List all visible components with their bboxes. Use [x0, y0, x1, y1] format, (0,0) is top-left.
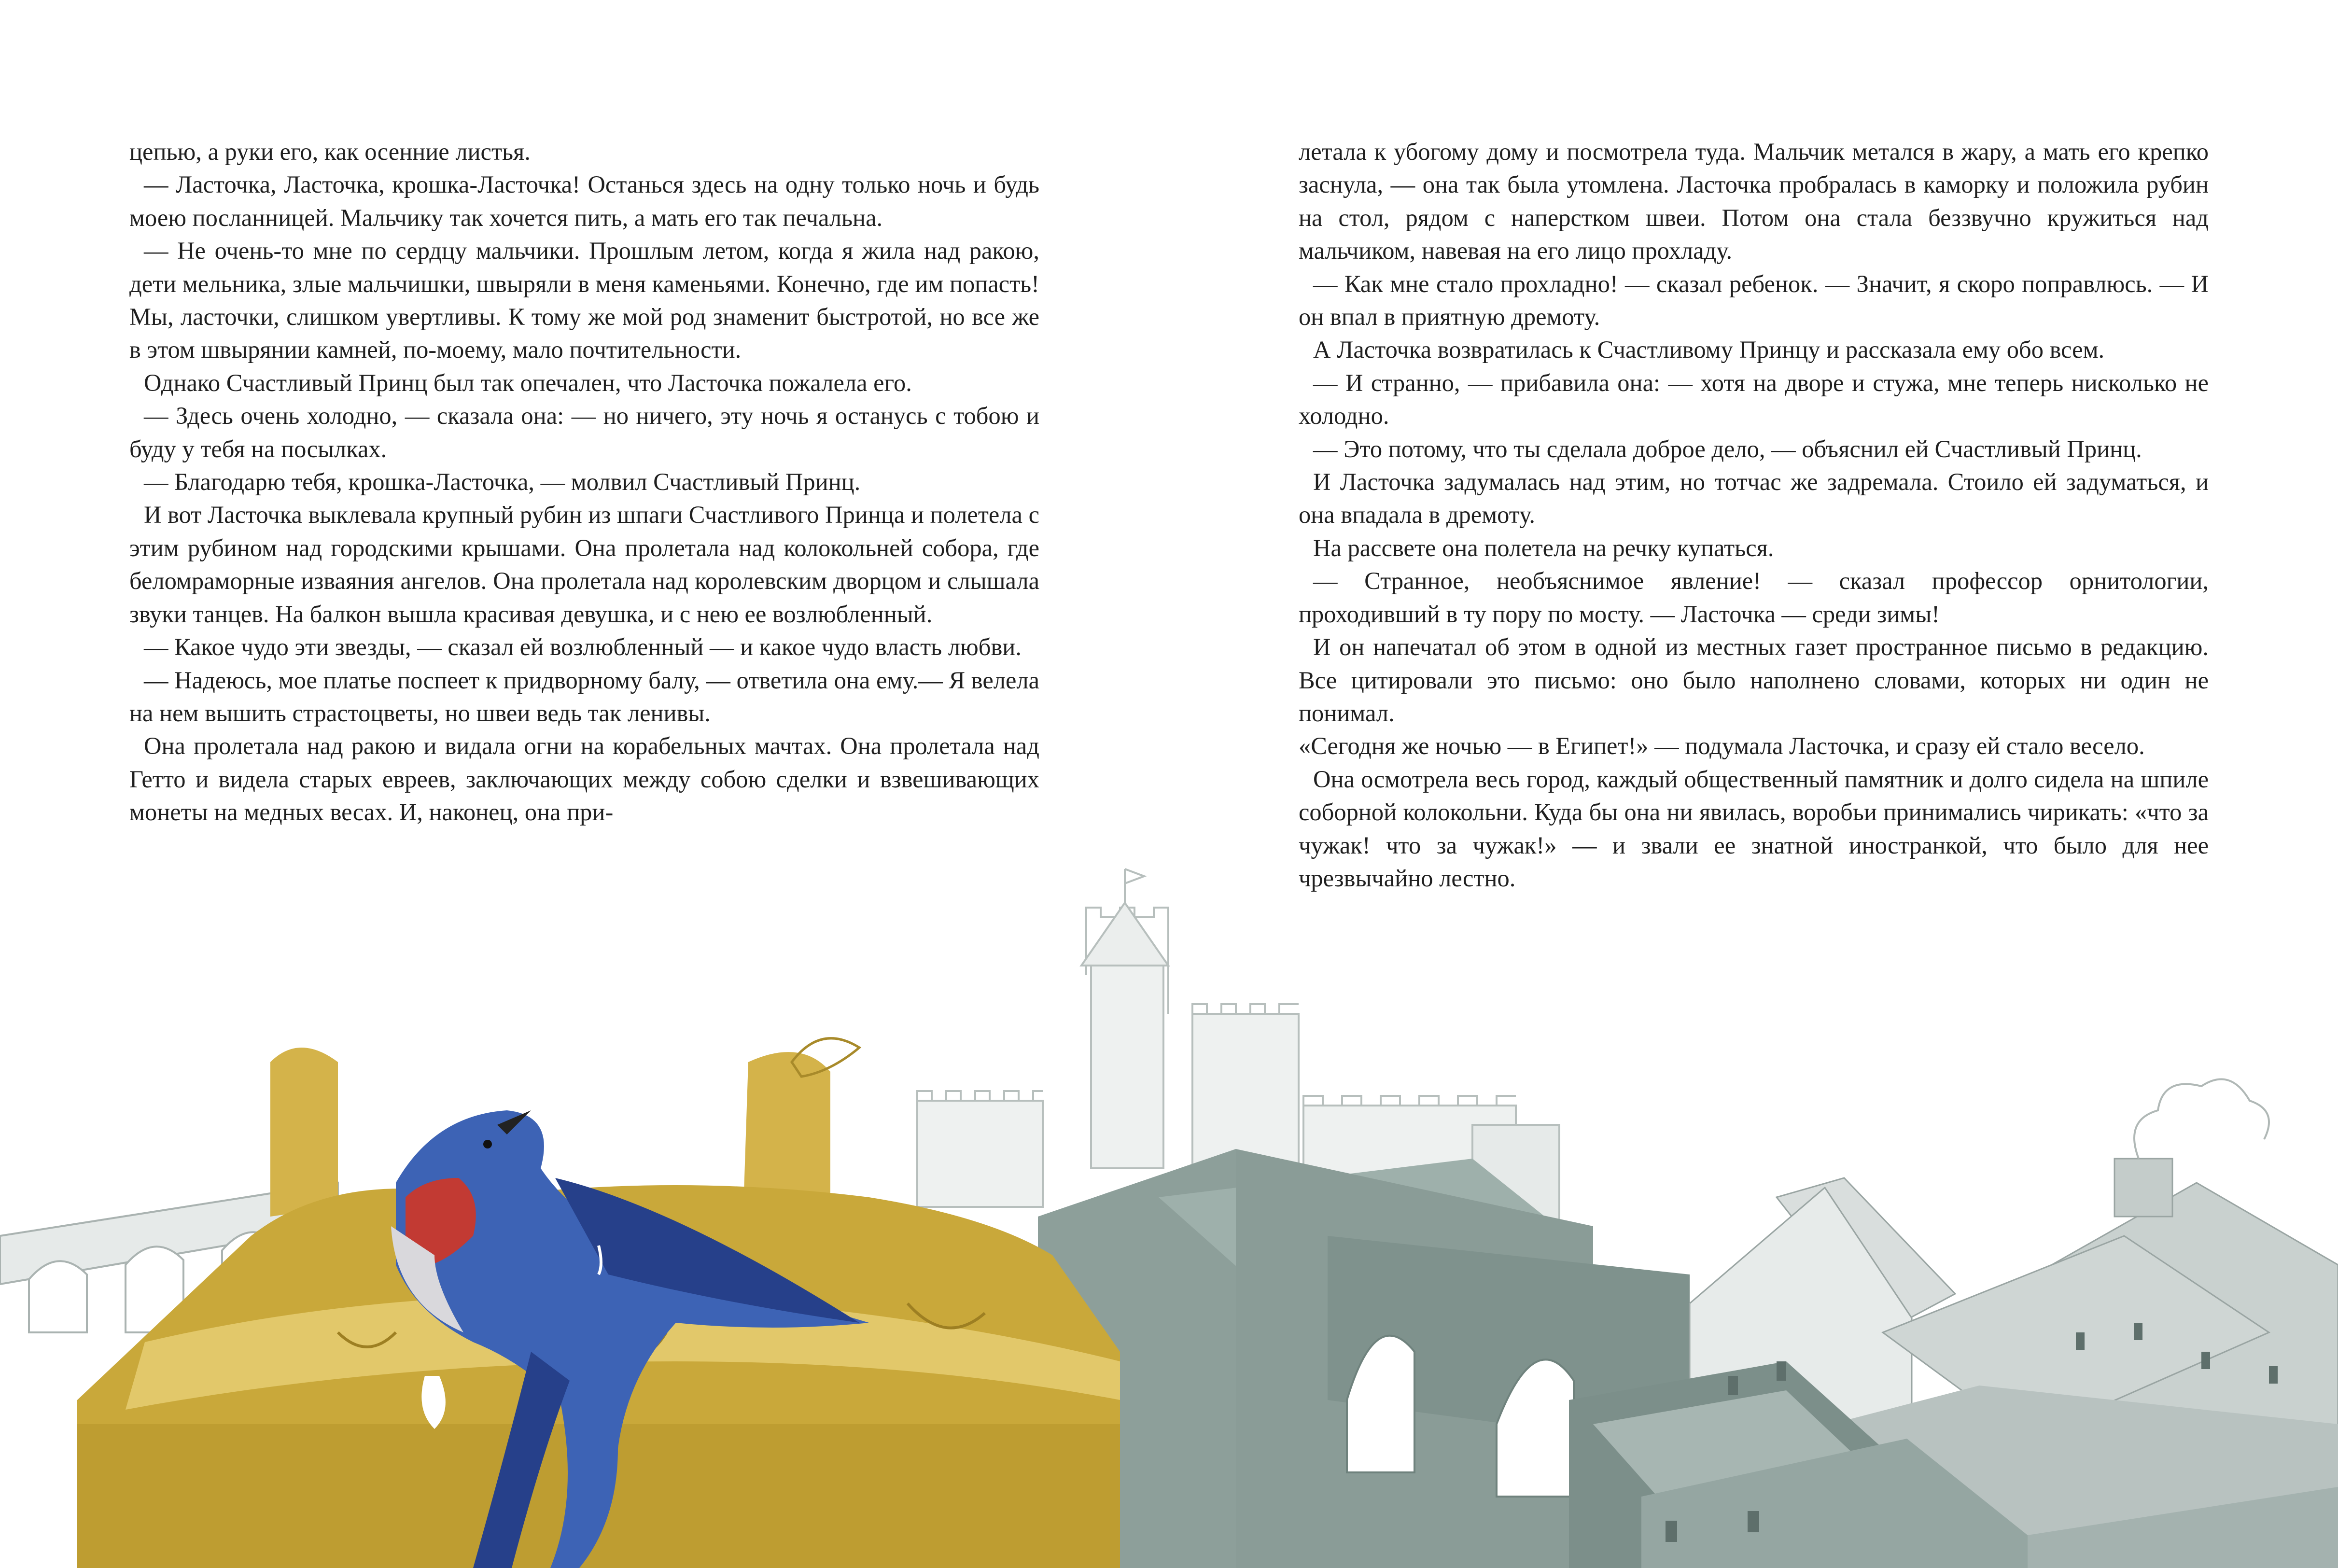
paragraph: — Как мне стало прохладно! — сказал ребенок. — Значит, я скоро поправлюсь. — И он впал в приятную дремоту. — [1299, 270, 2209, 331]
paragraph: А Ласточка возвратилась к Счастливому Принцу и рассказала ему обо всем. — [1313, 336, 2105, 364]
paragraph: — Здесь очень холодно, — сказала она: — но ничего, эту ночь я останусь с тобою и буду у тебя на посылках. — [129, 402, 1039, 462]
paragraph: — Это потому, что ты сделала доброе дело, — объяснил ей Счастливый Принц. — [1313, 435, 2142, 462]
paragraph: — Странное, необъяснимое явление! — сказал профессор орнитологии, проходивший в ту пору по мосту. — Ласточка — среди зимы! — [1299, 567, 2209, 628]
paragraph: «Сегодня же ночью — в Египет!» — подумала Ласточка, и сразу ей стало весело. — [1299, 732, 2145, 760]
paragraph: цепью, а руки его, как осенние листья. — [129, 138, 531, 165]
paragraph: — И странно, — прибавила она: — хотя на дворе и стужа, мне теперь нисколько не холодно. — [1299, 369, 2209, 430]
paragraph: — Какое чудо эти звезды, — сказал ей возлюбленный — и какое чудо власть любви. — [144, 633, 1022, 661]
paragraph: — Не очень-то мне по сердцу мальчики. Прошлым летом, когда я жила над ракою, дети мельника, злые мальчишки, швыряли в меня каменьями. Конечно, где им попасть! Мы, ласточки, слишком увертливы. К тому же мой род знаменит быстротой, но все же в этом швырянии камней, по-моему, мало почтительности. — [129, 237, 1039, 364]
paragraph: И вот Ласточка выклевала крупный рубин из шпаги Счастливого Принца и полетела с этим рубином над городскими крышами. Она пролетала над колокольней собора, где беломраморные изваяния ангелов. Она пролетала над королевским дворцом и слышала звуки танцев. На балкон вышла красивая девушка, и с нею ее возлюбленный. — [129, 501, 1039, 628]
paragraph: — Благодарю тебя, крошка-Ласточка, — молвил Счастливый Принц. — [144, 468, 861, 496]
paragraph: Она пролетала над ракою и видала огни на корабельных мачтах. Она пролетала над Гетто и видела старых евреев, заключающих между собою сделки и взвешивающих монеты на медных весах. И, наконец, она при- — [129, 732, 1039, 826]
right-page — [1169, 0, 2338, 1568]
paragraph: На рассвете она полетела на речку купаться. — [1313, 534, 1774, 561]
left-text-column — [129, 135, 1039, 829]
paragraph: Она осмотрела весь город, каждый общественный памятник и долго сидела на шпиле соборной колокольни. Куда бы она ни явилась, воробьи принимались чирикать: «что за чужак! что за чужак!» — и звали ее знатной иностранкой, что было для нее чрезвычайно лестно. — [1299, 765, 2209, 892]
paragraph: И Ласточка задумалась над этим, но тотчас же задремала. Стоило ей задуматься, и она впадала в дремоту. — [1299, 468, 2209, 529]
paragraph: Однако Счастливый Принц был так опечален, что Ласточка пожалела его. — [144, 369, 912, 396]
paragraph: И он напечатал об этом в одной из местных газет пространное письмо в редакцию. Все цитировали это письмо: оно было наполнено словами, которых ни один не понимал. — [1299, 633, 2209, 727]
right-text-column — [1299, 135, 2209, 895]
paragraph: летала к убогому дому и посмотрела туда. Мальчик метался в жару, а мать его крепко заснула, — она так была утомлена. Ласточка пробралась в каморку и положила рубин на стол, рядом с наперстком швеи. Потом она стала беззвучно кружиться над мальчиком, навевая на его лицо прохладу. — [1299, 138, 2209, 265]
paragraph: — Ласточка, Ласточка, крошка-Ласточка! Останься здесь на одну только ночь и будь моею посланницей. Мальчику так хочется пить, а мать его так печальна. — [129, 171, 1039, 231]
paragraph: — Надеюсь, мое платье поспеет к придворному балу, — ответила она ему.— Я велела на нем вышить страстоцветы, но швеи ведь так ленивы. — [129, 666, 1039, 727]
